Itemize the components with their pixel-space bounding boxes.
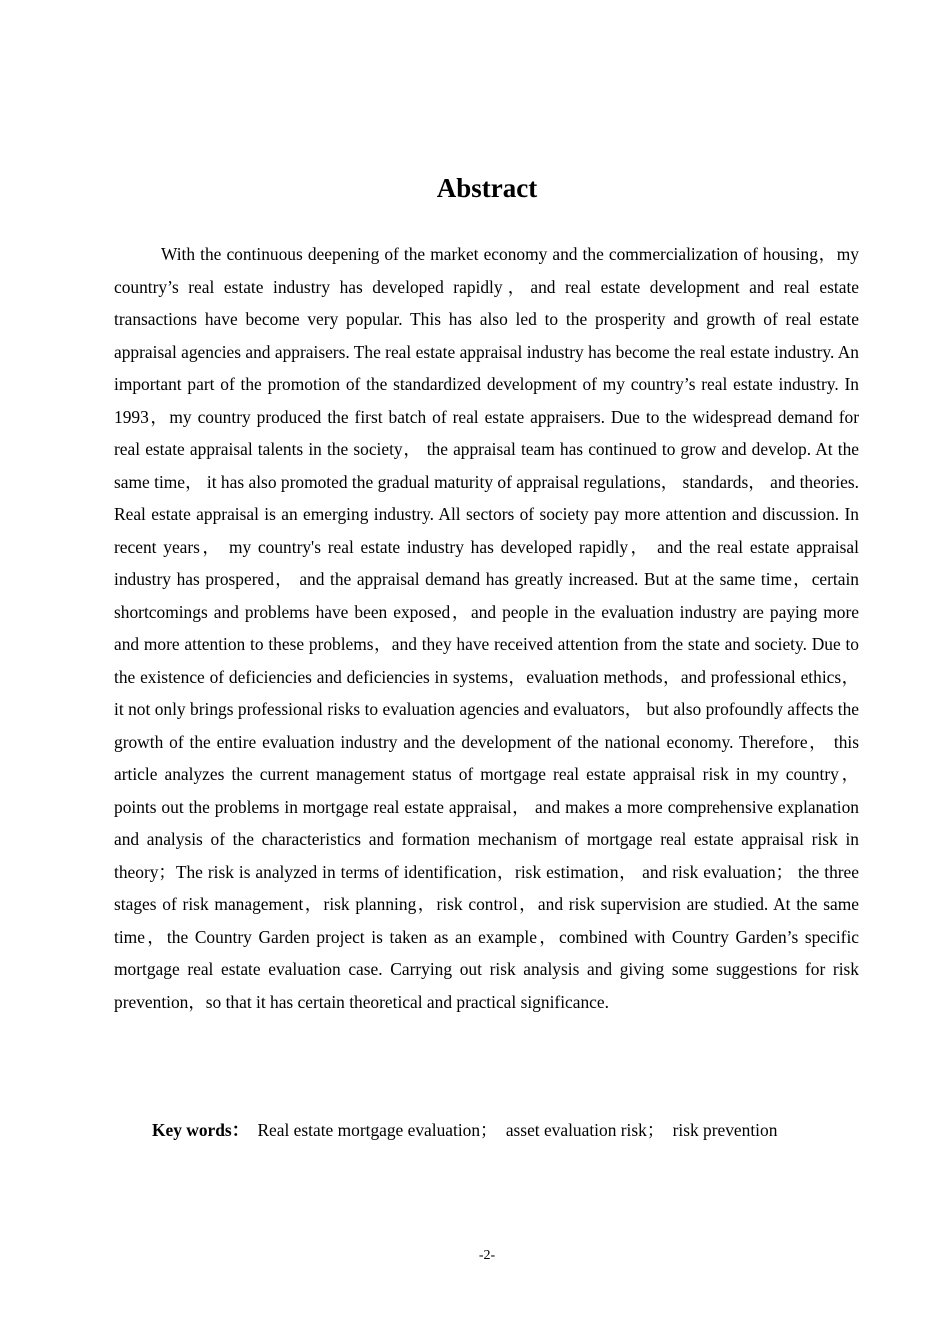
keywords-line: [152, 1114, 872, 1146]
abstract-body: With the continuous deepening of the market economy and the commercialization of housing，my country’s real estate industry has developed rapidly，and real estate development and real estate transactions have become very popular. This has also led to the prosperity and growth of real estate appraisal agencies and appraisers. The real estate appraisal industry has become the real estate industry. An important part of the promotion of the standardized development of my country’s real estate industry. In 1993，my country produced the first batch of real estate appraisers. Due to the widespread demand for real estate appraisal talents in the society， the appraisal team has continued to grow and develop. At the same time， it has also promoted the gradual maturity of appraisal regulations， standards， and theories. Real estate appraisal is an emerging industry. All sectors of society pay more attention and discussion. In recent years， my country's real estate industry has developed rapidly， and the real estate appraisal industry has prospered， and the appraisal demand has greatly increased. But at the same time，certain shortcomings and problems have been exposed，and people in the evaluation industry are paying more and more attention to these problems，and they have received attention from the state and society. Due to the existence of deficiencies and deficiencies in systems，evaluation methods，and professional ethics，it not only brings professional risks to evaluation agencies and evaluators， but also profoundly affects the growth of the entire evaluation industry and the development of the national economy. Therefore， this article analyzes the current management status of mortgage real estate appraisal risk in my country， points out the problems in mortgage real estate appraisal， and makes a more comprehensive explanation and analysis of the characteristics and formation mechanism of mortgage real estate appraisal risk in theory；The risk is analyzed in terms of identification，risk estimation， and risk evaluation； the three stages of risk management，risk planning，risk control，and risk supervision are studied. At the same time，the Country Garden project is taken as an example，combined with Country Garden’s specific mortgage real estate evaluation case. Carrying out risk analysis and giving some suggestions for risk prevention，so that it has certain theoretical and practical significance.: [114, 244, 859, 1012]
keyword-item: Real estate mortgage evaluation；: [257, 1120, 498, 1140]
keywords-label: Key words：: [152, 1120, 250, 1140]
page-number: -2-: [478, 1248, 496, 1263]
abstract-title: Abstract: [436, 173, 538, 203]
keyword-item: risk prevention: [672, 1120, 778, 1140]
keyword-item: asset evaluation risk；: [505, 1120, 665, 1140]
